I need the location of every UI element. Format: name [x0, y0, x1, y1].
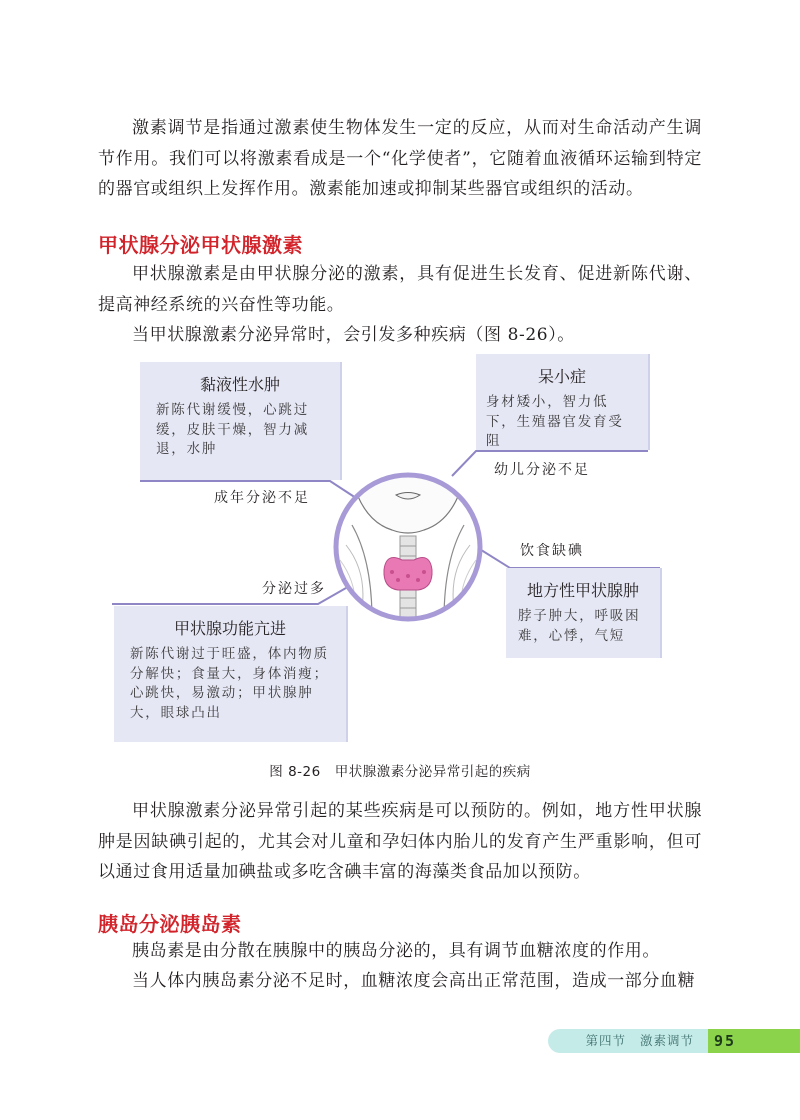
- disease-box-hyperthyroidism: [114, 606, 348, 742]
- label-oversecretion: 分泌过多: [262, 581, 326, 597]
- footer-section: 第四节: [585, 1033, 626, 1048]
- page-number: 95: [708, 1029, 800, 1053]
- disease-title: 甲状腺功能亢进: [173, 619, 286, 638]
- disease-box-goiter: [506, 568, 662, 658]
- prevention-paragraph: 甲状腺激素分泌异常引起的某些疾病是可以预防的。例如，地方性甲状腺肿是因缺碘引起的，尤其会对儿童和孕妇体内胎儿的发育产生严重影响，但可以通过食用适量加碘盐或多吃含碘丰富的海藻类食品加以预防。: [98, 801, 702, 882]
- label-child-deficiency: 幼儿分泌不足: [494, 462, 590, 478]
- thyroid-paragraph-2: 当甲状腺激素分泌异常时，会引发多种疾病（图 8-26）。: [132, 325, 575, 345]
- disease-box-myxedema: [140, 362, 342, 480]
- disease-desc: 新陈代谢过于旺盛，体内物质分解快；食量大，身体消瘦；心跳快，易激动；甲状腺肿大，眼球凸出: [130, 646, 329, 721]
- disease-box-cretinism: [476, 354, 650, 450]
- section-heading-thyroid: 甲状腺分泌甲状腺激素: [98, 233, 303, 257]
- footer-title: 激素调节: [639, 1033, 694, 1048]
- intro-paragraph: 激素调节是指通过激素使生物体发生一定的反应，从而对生命活动产生调节作用。我们可以将激素看成是一个“化学使者”，它随着血液循环运输到特定的器官或组织上发挥作用。激素能加速或抑制某些器官或组织的活动。: [98, 118, 702, 199]
- label-adult-deficiency: 成年分泌不足: [214, 490, 310, 506]
- insulin-paragraph-2: 当人体内胰岛素分泌不足时，血糖浓度会高出正常范围，造成一部分血糖: [132, 971, 696, 991]
- figure-caption: 图 8-26 甲状腺激素分泌异常引起的疾病: [269, 764, 531, 780]
- disease-title: 呆小症: [537, 367, 586, 386]
- disease-desc: 新陈代谢缓慢，心跳过缓，皮肤干燥，智力减退，水肿: [156, 402, 309, 457]
- disease-title: 黏液性水肿: [199, 375, 280, 394]
- disease-desc: 脖子肿大，呼吸困难，心悸，气短: [518, 608, 641, 644]
- section-heading-insulin: 胰岛分泌胰岛素: [98, 912, 242, 936]
- label-iodine-deficiency: 饮食缺碘: [520, 543, 584, 559]
- thyroid-paragraph-1: 甲状腺激素是由甲状腺分泌的激素，具有促进生长发育、促进新陈代谢、提高神经系统的兴奋性等功能。: [98, 264, 702, 315]
- disease-desc: 身材矮小，智力低下，生殖器官发育受阻: [486, 394, 624, 449]
- footer-chapter-bar: [548, 1029, 708, 1053]
- insulin-paragraph-1: 胰岛素是由分散在胰腺中的胰岛分泌的，具有调节血糖浓度的作用。: [132, 941, 660, 961]
- disease-title: 地方性甲状腺肿: [526, 581, 639, 600]
